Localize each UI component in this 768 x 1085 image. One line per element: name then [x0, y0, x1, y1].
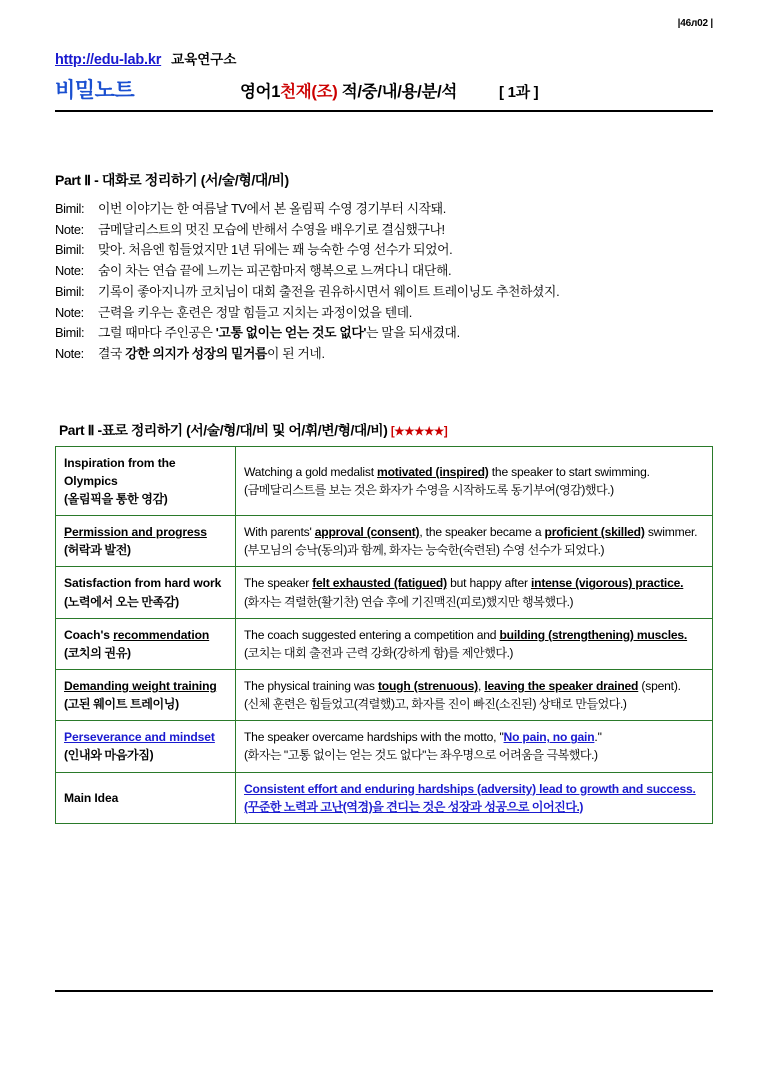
- speaker-label: Bimil:: [55, 283, 85, 299]
- dialogue-text-suffix: 이 된 거네.: [266, 346, 325, 362]
- dialogue-text: 기록이 좋아지니까 코치님이 대회 출전을 권유하시면서 웨이트 트레이닝도 추천하셨지.: [98, 283, 560, 299]
- title-row: [55, 74, 713, 104]
- table-cell-content: [236, 721, 713, 772]
- speaker-label: Note:: [55, 304, 84, 320]
- korean-translation: (화자는 "고통 없이는 얻는 것도 없다"는 좌우명으로 어려움을 극복했다.): [244, 748, 598, 763]
- table-cell-key: [56, 670, 236, 721]
- sentence-part: Watching a gold medalist: [244, 464, 378, 479]
- dialogue-line: [55, 303, 713, 324]
- dialogue-text: 금메달리스트의 멋진 모습에 반해서 수영을 배우기로 결심했구나!: [98, 221, 445, 237]
- key-korean: (허락과 발전): [64, 543, 131, 558]
- table-cell-key: [56, 721, 236, 772]
- dialogue-line: [55, 261, 713, 282]
- speaker-label: Note:: [55, 263, 84, 279]
- vocab-highlight: intense (vigorous) practice.: [530, 576, 684, 591]
- speaker-label: Bimil:: [55, 242, 85, 258]
- key-korean: (올림픽을 통한 영감): [64, 492, 168, 507]
- dialogue-heading: Part Ⅱ - 대화로 정리하기 (서/술/형/대/비): [55, 172, 289, 188]
- sentence-part: , the speaker became a: [419, 525, 545, 540]
- title-publisher: 천재(조): [280, 83, 338, 101]
- title-subject: 영어1: [240, 83, 281, 101]
- table-cell-content: [236, 670, 713, 721]
- dialogue-text: 이번 이야기는 한 여름날 TV에서 본 올림픽 수영 경기부터 시작돼.: [98, 201, 447, 216]
- site-url-link[interactable]: http://edu-lab.kr: [55, 52, 162, 68]
- table-cell-content: [236, 446, 713, 515]
- table-cell-content: [236, 516, 713, 567]
- sentence-part: With parents': [244, 525, 315, 540]
- dialogue-text: 맞아. 처음엔 힘들었지만 1년 뒤에는 꽤 능숙한 수영 선수가 되었어.: [98, 242, 453, 258]
- table-row: [56, 516, 713, 567]
- dialogue-line: [55, 199, 713, 220]
- table-cell-content: [236, 567, 713, 618]
- sentence-part: The speaker overcame hardships with the motto, ": [244, 730, 504, 745]
- vocab-highlight: proficient (skilled): [544, 525, 645, 540]
- speaker-label: Note:: [55, 221, 84, 237]
- english-sentence: [244, 626, 705, 644]
- dialogue-line: [55, 344, 713, 365]
- sentence-part: The coach suggested entering a competition and: [244, 627, 500, 642]
- key-korean: (코치의 권유): [64, 645, 131, 660]
- page-title: [240, 78, 457, 102]
- difficulty-stars: [★★★★★]: [390, 425, 448, 438]
- vocab-highlight: building (strengthening) muscles.: [499, 627, 688, 642]
- title-tail: 적/중/내/용/분/석: [337, 83, 458, 101]
- table-row: [56, 446, 713, 515]
- dialogue-section: [55, 170, 713, 365]
- footer-divider: [55, 990, 713, 992]
- english-sentence: [244, 677, 705, 695]
- sentence-part: (spent).: [638, 679, 681, 694]
- korean-translation: (금메달리스트를 보는 것은 화자가 수영을 시작하도록 동기부여(영감)했다.): [244, 482, 614, 497]
- dialogue-text-prefix: 그럴 때마다 주인공은: [98, 325, 216, 341]
- vocab-highlight: felt exhausted (fatigued): [312, 576, 447, 591]
- key-english: Inspiration from the Olympics: [64, 455, 176, 488]
- key-english: Permission and progress: [64, 525, 207, 540]
- header-divider: [55, 110, 713, 112]
- table-cell-content: [236, 618, 713, 669]
- vocab-highlight: motivated (inspired): [377, 464, 489, 479]
- key-english: Coach's recommendation: [64, 627, 210, 642]
- sentence-part: but happy after: [446, 576, 531, 591]
- table-cell-content: [236, 772, 713, 823]
- dialogue-text: 근력을 키우는 훈련은 정말 힘들고 지치는 과정이었을 텐데.: [98, 304, 412, 320]
- sentence-part: swimmer.: [644, 525, 698, 540]
- english-sentence: [244, 523, 705, 541]
- vocab-highlight: No pain, no gain: [503, 730, 595, 745]
- site-subtitle: 교육연구소: [171, 52, 237, 67]
- page-code: |46л02 |: [677, 18, 713, 29]
- vocab-highlight: tough (strenuous): [377, 679, 479, 694]
- table-cell-key: [56, 516, 236, 567]
- sentence-part: .": [594, 730, 602, 745]
- sentence-part: the speaker to start swimming.: [488, 464, 650, 479]
- summary-table-heading: [55, 419, 713, 439]
- dialogue-text-suffix: 는 말을 되새겼대.: [366, 325, 460, 341]
- key-korean: (고된 웨이트 트레이닝): [64, 697, 179, 712]
- speaker-label: Bimil:: [55, 325, 85, 341]
- speaker-label: Note:: [55, 346, 84, 362]
- korean-translation: (부모님의 승낙(동의)과 함께, 화자는 능숙한(숙련된) 수영 선수가 되었다.): [244, 543, 605, 558]
- lesson-label: [ 1과 ]: [499, 84, 539, 101]
- table-cell-key: [56, 618, 236, 669]
- table-row: [56, 772, 713, 823]
- summary-table: [55, 446, 713, 824]
- site-identity: [55, 48, 713, 68]
- key-english: Main Idea: [64, 790, 119, 805]
- sentence-part: ,: [478, 679, 485, 694]
- table-row: [56, 567, 713, 618]
- dialogue-emphasis: '고통 없이는 얻는 것도 없다': [215, 325, 367, 341]
- key-english: Satisfaction from hard work: [64, 576, 222, 591]
- sentence-part: The physical training was: [244, 679, 378, 694]
- korean-translation: (꾸준한 노력과 고난(역경)을 견디는 것은 성장과 성공으로 이어진다.): [244, 799, 583, 814]
- dialogue-line: [55, 220, 713, 241]
- dialogue-line: [55, 240, 713, 261]
- key-english: Demanding weight training: [64, 679, 217, 694]
- document-header: [55, 0, 713, 112]
- key-english: Perseverance and mindset: [64, 730, 215, 745]
- summary-heading-text: Part Ⅱ -표로 정리하기 (서/술/형/대/비 및 어/휘/변/형/대/비): [59, 422, 388, 438]
- table-row: [56, 618, 713, 669]
- dialogue-emphasis: 강한 의지가 성장의 밑거름: [125, 346, 267, 362]
- english-sentence: [244, 463, 705, 481]
- english-sentence: Consistent effort and enduring hardships (adversity) lead to growth and success.: [244, 781, 696, 796]
- summary-table-section: [55, 419, 713, 824]
- english-sentence: [244, 574, 705, 592]
- vocab-highlight: leaving the speaker drained: [484, 679, 639, 694]
- korean-translation: (화자는 격렬한(활기찬) 연습 후에 기진맥진(피로)했지만 행복했다.): [244, 594, 574, 609]
- table-cell-key: [56, 446, 236, 515]
- english-sentence: [244, 728, 705, 746]
- table-cell-key: [56, 772, 236, 823]
- dialogue-text-prefix: 결국: [98, 346, 126, 362]
- table-row: [56, 670, 713, 721]
- brand-title: 비밀노트: [55, 79, 135, 102]
- key-korean: (노력에서 오는 만족감): [64, 594, 179, 609]
- dialogue-line: [55, 282, 713, 303]
- table-row: [56, 721, 713, 772]
- key-korean: (인내와 마음가짐): [64, 748, 154, 763]
- vocab-highlight: approval (consent): [314, 525, 420, 540]
- korean-translation: (코치는 대회 출전과 근력 강화(강하게 함)를 제안했다.): [244, 645, 513, 660]
- korean-translation: (신체 훈련은 힘들었고(격렬했)고, 화자를 진이 빠진(소진된) 상태로 만들었다.): [244, 697, 627, 712]
- dialogue-line: [55, 323, 713, 344]
- table-cell-key: [56, 567, 236, 618]
- speaker-label: Bimil:: [55, 201, 85, 216]
- dialogue-text: 숨이 차는 연습 끝에 느끼는 피곤함마저 행복으로 느껴다니 대단해.: [98, 263, 452, 279]
- sentence-part: The speaker: [244, 576, 313, 591]
